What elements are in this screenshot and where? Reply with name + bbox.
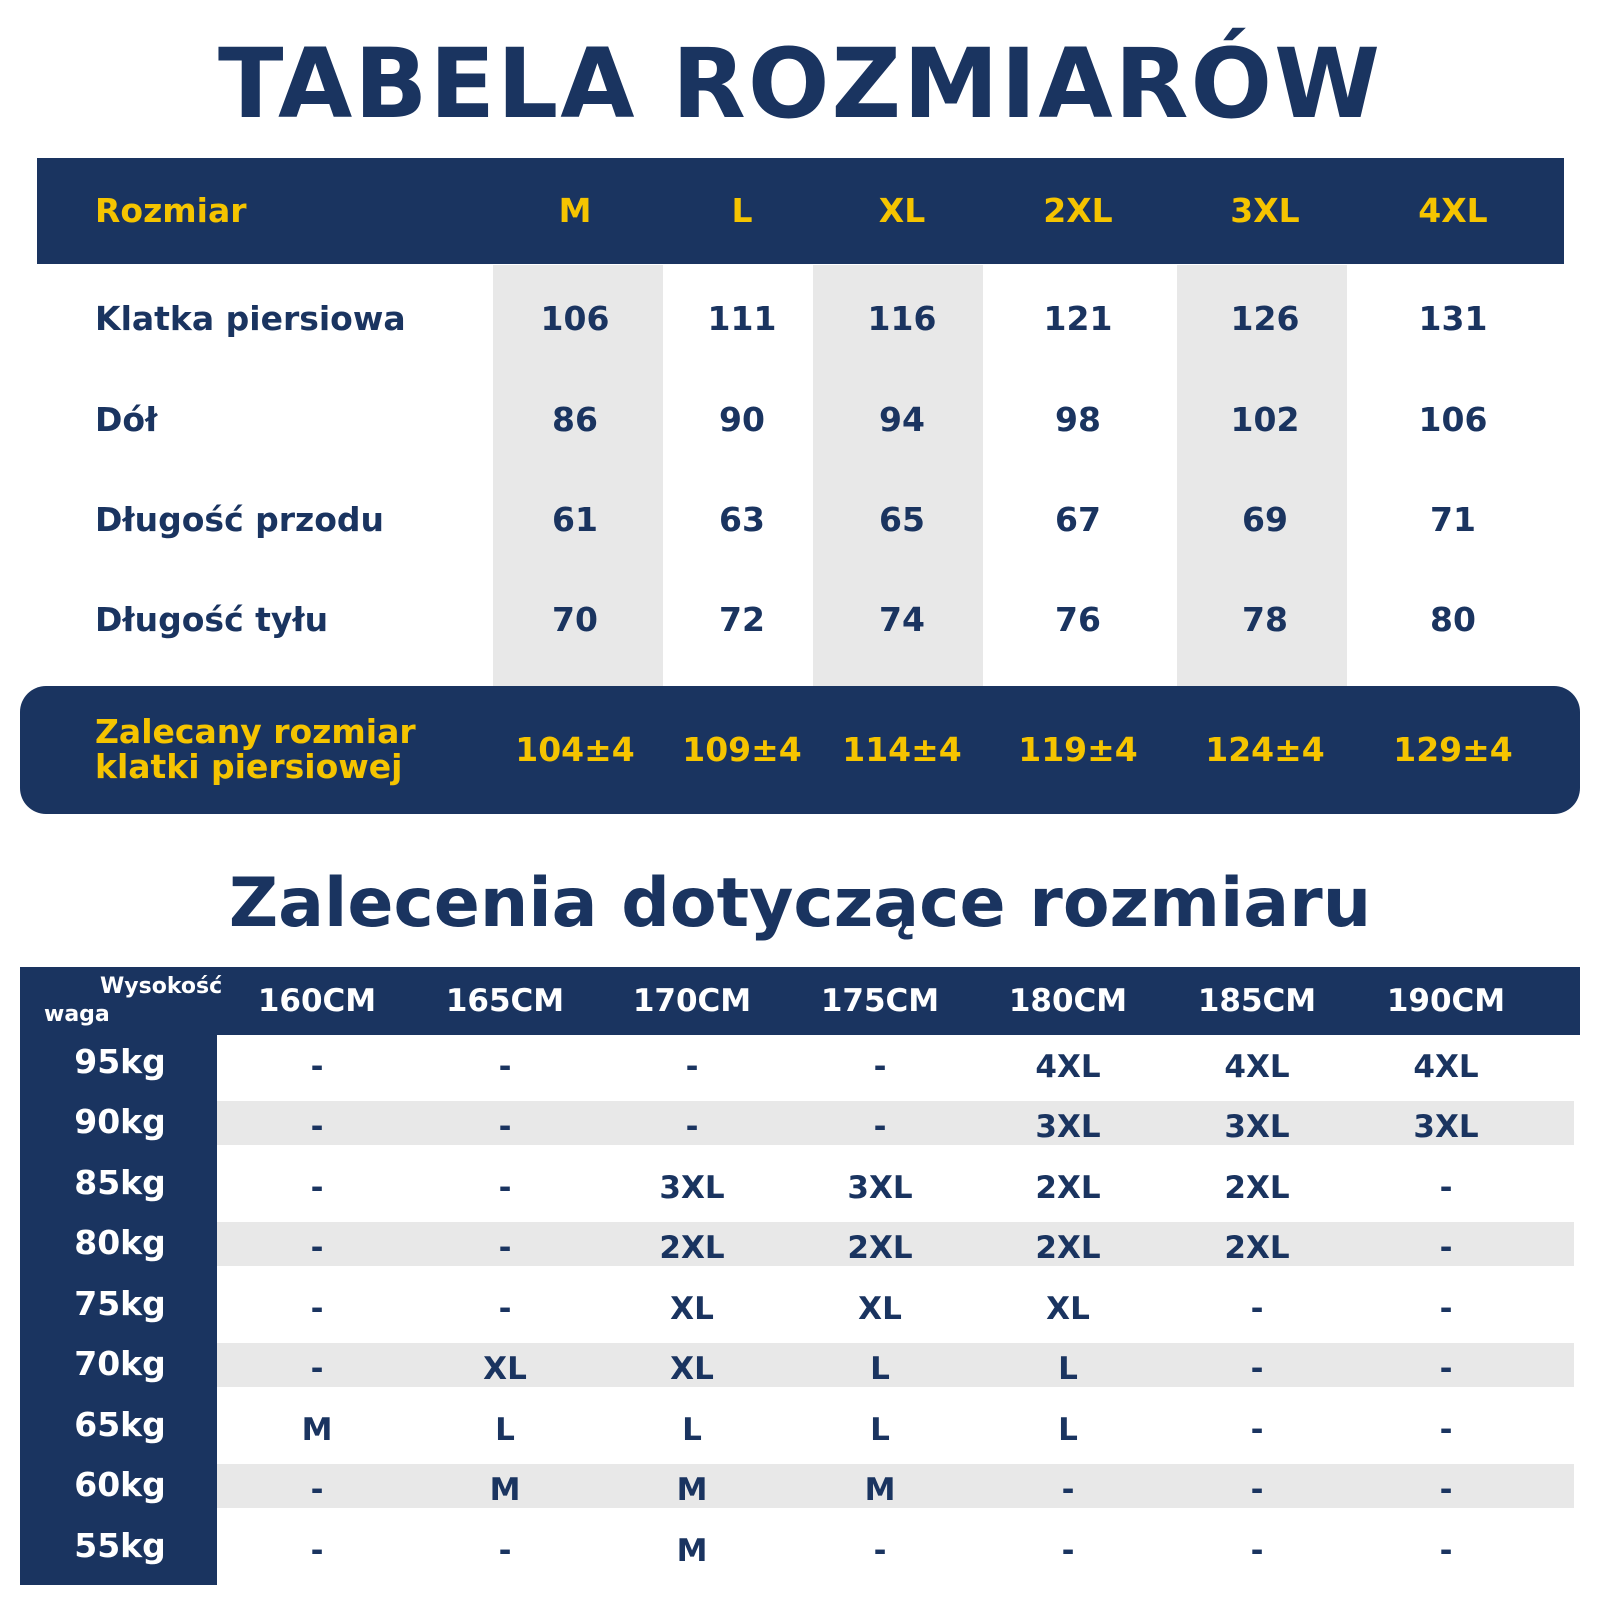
recommended-size-cell: -	[1250, 1411, 1264, 1448]
recommended-size-cell: 2XL	[659, 1230, 725, 1267]
measurement-value: 131	[1418, 298, 1488, 338]
height-header: 190CM	[1386, 982, 1506, 1019]
size-header-4xl: 4XL	[1418, 190, 1488, 230]
recommended-size-cell: XL	[670, 1290, 714, 1327]
recommended-size-cell: -	[1439, 1472, 1453, 1509]
recommended-size-cell: -	[498, 1048, 512, 1085]
recommended-size-cell: M	[489, 1472, 521, 1509]
recommended-size-cell: 2XL	[1224, 1230, 1290, 1267]
height-header: 180CM	[1008, 982, 1128, 1019]
recommended-size-cell: -	[498, 1230, 512, 1267]
measurement-value: 69	[1242, 499, 1288, 539]
height-header: 185CM	[1197, 982, 1317, 1019]
recommended-size-cell: -	[498, 1290, 512, 1327]
recommended-size-cell: L	[870, 1411, 890, 1448]
recommended-size-cell: -	[873, 1532, 887, 1569]
measurement-label: Dół	[95, 399, 158, 439]
height-header: 175CM	[820, 982, 940, 1019]
measurement-value: 90	[719, 399, 765, 439]
recommended-size-cell: -	[1439, 1411, 1453, 1448]
recommended-size-cell: -	[1439, 1290, 1453, 1327]
measurement-label: Klatka piersiowa	[95, 298, 406, 338]
size-header-label: Rozmiar	[95, 190, 247, 230]
recommended-size-cell: -	[310, 1109, 324, 1146]
recommended-size-cell: L	[1058, 1411, 1078, 1448]
measurement-value: 86	[552, 399, 598, 439]
recommended-size-cell: -	[1439, 1351, 1453, 1388]
measurement-value: 71	[1430, 499, 1476, 539]
measurement-value: 94	[879, 399, 925, 439]
measurement-value: 72	[719, 599, 765, 639]
measurement-value: 111	[707, 298, 777, 338]
height-header: 160CM	[257, 982, 377, 1019]
weight-label: 95kg	[74, 1041, 166, 1081]
weight-label: 80kg	[74, 1223, 166, 1263]
measurement-value: 102	[1230, 399, 1300, 439]
recommended-chest-value: 114±4	[842, 729, 962, 769]
measurement-value: 78	[1242, 599, 1288, 639]
measurement-value: 61	[552, 499, 598, 539]
weight-label: 75kg	[74, 1283, 166, 1323]
recommended-size-cell: -	[310, 1290, 324, 1327]
recommended-size-cell: 3XL	[1035, 1109, 1101, 1146]
measurement-label: Długość przodu	[95, 499, 385, 539]
recommended-size-cell: -	[1250, 1472, 1264, 1509]
size-header-m: M	[558, 190, 592, 230]
measurement-value: 65	[879, 499, 925, 539]
recommended-size-cell: -	[310, 1048, 324, 1085]
recommended-size-cell: -	[310, 1230, 324, 1267]
recommended-size-cell: 3XL	[847, 1169, 913, 1206]
recommended-size-cell: -	[1439, 1532, 1453, 1569]
measurement-value: 116	[867, 298, 937, 338]
recommended-size-cell: -	[685, 1109, 699, 1146]
recommended-size-cell: 2XL	[847, 1230, 913, 1267]
page-title: TABELA ROZMIARÓW	[217, 28, 1383, 140]
height-header: 170CM	[632, 982, 752, 1019]
recommended-size-cell: -	[1439, 1230, 1453, 1267]
recommended-size-cell: -	[498, 1169, 512, 1206]
recommended-size-cell: XL	[670, 1351, 714, 1388]
recommended-size-cell: -	[1061, 1472, 1075, 1509]
recommended-size-cell: 3XL	[659, 1169, 725, 1206]
recommended-label-line2: klatki piersiowej	[95, 747, 403, 786]
recommended-size-cell: 2XL	[1035, 1169, 1101, 1206]
recommended-size-cell: 3XL	[1413, 1109, 1479, 1146]
recommended-size-cell: -	[498, 1532, 512, 1569]
recommended-chest-value: 104±4	[515, 729, 635, 769]
recommended-size-cell: M	[864, 1472, 896, 1509]
recommended-size-cell: 2XL	[1224, 1169, 1290, 1206]
recommended-size-cell: -	[310, 1532, 324, 1569]
recommended-size-cell: -	[1250, 1351, 1264, 1388]
size-header-2xl: 2XL	[1043, 190, 1113, 230]
recommended-size-cell: M	[301, 1411, 333, 1448]
recommended-size-cell: -	[1439, 1169, 1453, 1206]
recommended-size-cell: 4XL	[1035, 1048, 1101, 1085]
weight-label: 55kg	[74, 1525, 166, 1565]
recommended-size-cell: L	[682, 1411, 702, 1448]
recommended-size-cell: -	[1250, 1532, 1264, 1569]
size-header-3xl: 3XL	[1230, 190, 1300, 230]
recommended-size-cell: XL	[858, 1290, 902, 1327]
recommended-size-cell: -	[1061, 1532, 1075, 1569]
recommended-size-cell: -	[1250, 1290, 1264, 1327]
recommended-size-cell: -	[685, 1048, 699, 1085]
recommended-chest-value: 119±4	[1018, 729, 1138, 769]
recommended-size-cell: -	[873, 1048, 887, 1085]
measurement-value: 70	[552, 599, 598, 639]
height-header: 165CM	[445, 982, 565, 1019]
measurement-value: 67	[1055, 499, 1101, 539]
measurement-value: 63	[719, 499, 765, 539]
recommended-size-cell: 2XL	[1035, 1230, 1101, 1267]
recommended-size-cell: 4XL	[1224, 1048, 1290, 1085]
recommended-size-cell: L	[495, 1411, 515, 1448]
recommended-size-cell: -	[498, 1109, 512, 1146]
measurement-value: 126	[1230, 298, 1300, 338]
weight-label: 90kg	[74, 1102, 166, 1142]
recommendations-title: Zalecenia dotyczące rozmiaru	[228, 864, 1372, 943]
size-header-xl: XL	[878, 190, 926, 230]
measurement-value: 74	[879, 599, 925, 639]
recommended-size-cell: -	[310, 1472, 324, 1509]
measurement-value: 80	[1430, 599, 1476, 639]
recommended-label-line1: Zalecany rozmiar	[95, 712, 416, 752]
weight-label: 65kg	[74, 1404, 166, 1444]
recommended-chest-label	[95, 686, 416, 814]
weight-label: 85kg	[74, 1162, 166, 1202]
recommended-size-cell: -	[873, 1109, 887, 1146]
recommended-size-cell: L	[870, 1351, 890, 1388]
recommended-size-cell: XL	[483, 1351, 527, 1388]
recommended-size-cell: -	[310, 1351, 324, 1388]
recommended-chest-value: 129±4	[1393, 729, 1513, 769]
weight-label: 60kg	[74, 1465, 166, 1505]
weight-label: 70kg	[74, 1344, 166, 1384]
recommended-size-cell: M	[676, 1472, 708, 1509]
measurement-label: Długość tyłu	[95, 599, 329, 639]
measurement-value: 76	[1055, 599, 1101, 639]
recommended-size-cell: L	[1058, 1351, 1078, 1388]
recommended-size-cell: XL	[1046, 1290, 1090, 1327]
recommended-size-cell: -	[310, 1169, 324, 1206]
measurement-value: 106	[540, 298, 610, 338]
matrix-height-corner-label: Wysokość	[100, 974, 223, 999]
recommended-size-cell: 4XL	[1413, 1048, 1479, 1085]
measurement-value: 121	[1043, 298, 1113, 338]
recommended-chest-value: 109±4	[682, 729, 802, 769]
recommended-chest-value: 124±4	[1205, 729, 1325, 769]
measurement-value: 98	[1055, 399, 1101, 439]
size-header-l: L	[731, 190, 753, 230]
recommended-size-cell: 3XL	[1224, 1109, 1290, 1146]
recommended-size-cell: M	[676, 1532, 708, 1569]
matrix-weight-corner-label: waga	[44, 1002, 110, 1027]
measurement-value: 106	[1418, 399, 1488, 439]
